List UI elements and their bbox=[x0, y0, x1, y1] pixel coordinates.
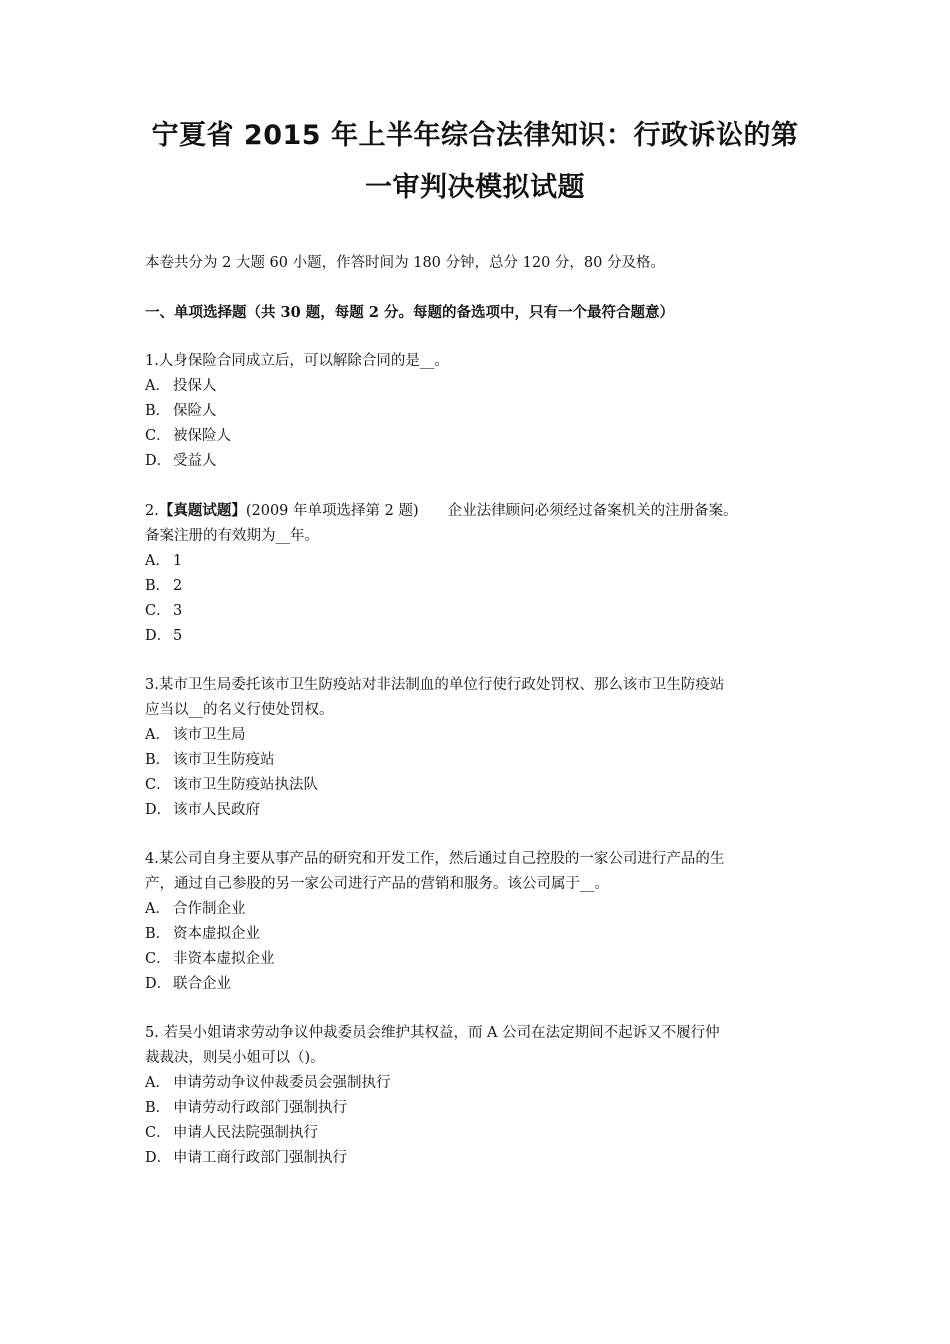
option-a: A． 合作制企业 bbox=[145, 901, 246, 917]
question-stem: 2.【真题试题】(2009 年单项选择第 2 题) 企业法律顾问必须经过备案机关的注册备案。 备案注册的有效期为__年。 bbox=[145, 502, 738, 544]
option-c: C． 3 bbox=[145, 603, 183, 619]
question-2 bbox=[145, 498, 810, 649]
option-d: D． 5 bbox=[145, 628, 183, 644]
option-list bbox=[145, 723, 810, 823]
question-stem: 4.某公司自身主要从事产品的研究和开发工作，然后通过自己控股的一家公司进行产品的生 产，通过自己参股的另一家公司进行产品的营销和服务。该公司属于__。 bbox=[145, 851, 725, 892]
page-title bbox=[100, 110, 850, 214]
option-d: D． 申请工商行政部门强制执行 bbox=[145, 1150, 347, 1166]
section-heading: 一、单项选择题（共 30 题，每题 2 分。每题的备选项中，只有一个最符合题意） bbox=[145, 304, 674, 321]
question-stem: 5. 若吴小姐请求劳动争议仲裁委员会维护其权益，而 A 公司在法定期间不起诉又不履行仲 裁裁决，则吴小姐可以（)。 bbox=[145, 1025, 720, 1066]
option-b: B． 该市卫生防疫站 bbox=[145, 752, 275, 768]
option-d: D． 该市人民政府 bbox=[145, 802, 260, 818]
question-stem: 1.人身保险合同成立后，可以解除合同的是__。 bbox=[145, 353, 449, 369]
title-line-2: 一审判决模拟试题 bbox=[365, 172, 585, 203]
question-5 bbox=[145, 1021, 810, 1171]
option-b: B． 资本虚拟企业 bbox=[145, 926, 260, 942]
option-c: C． 非资本虚拟企业 bbox=[145, 951, 275, 967]
option-c: C． 该市卫生防疫站执法队 bbox=[145, 777, 318, 793]
option-b: B． 申请劳动行政部门强制执行 bbox=[145, 1100, 347, 1116]
option-list bbox=[145, 549, 810, 649]
option-list bbox=[145, 1071, 810, 1171]
option-a: A． 该市卫生局 bbox=[145, 727, 246, 743]
question-stem: 3.某市卫生局委托该市卫生防疫站对非法制血的单位行使行政处罚权、那么该市卫生防疫站 应当以__的名义行使处罚权。 bbox=[145, 677, 725, 718]
option-list bbox=[145, 374, 810, 474]
question-1 bbox=[145, 349, 810, 474]
option-d: D． 联合企业 bbox=[145, 976, 231, 992]
option-list bbox=[145, 897, 810, 997]
option-c: C． 申请人民法院强制执行 bbox=[145, 1125, 318, 1141]
option-a: A． 1 bbox=[145, 553, 183, 569]
option-b: B． 保险人 bbox=[145, 403, 217, 419]
real-exam-tag: 【真题试题】 bbox=[158, 502, 246, 519]
title-line-1: 宁夏省 2015 年上半年综合法律知识：行政诉讼的第 bbox=[151, 120, 799, 151]
option-c: C． 被保险人 bbox=[145, 428, 231, 444]
question-4 bbox=[145, 847, 810, 997]
option-b: B． 2 bbox=[145, 578, 183, 594]
option-a: A． 投保人 bbox=[145, 378, 217, 394]
question-3 bbox=[145, 673, 810, 823]
option-d: D． 受益人 bbox=[145, 453, 217, 469]
exam-intro: 本卷共分为 2 大题 60 小题，作答时间为 180 分钟，总分 120 分，80 分及格。 bbox=[145, 255, 665, 271]
option-a: A． 申请劳动争议仲裁委员会强制执行 bbox=[145, 1075, 391, 1091]
